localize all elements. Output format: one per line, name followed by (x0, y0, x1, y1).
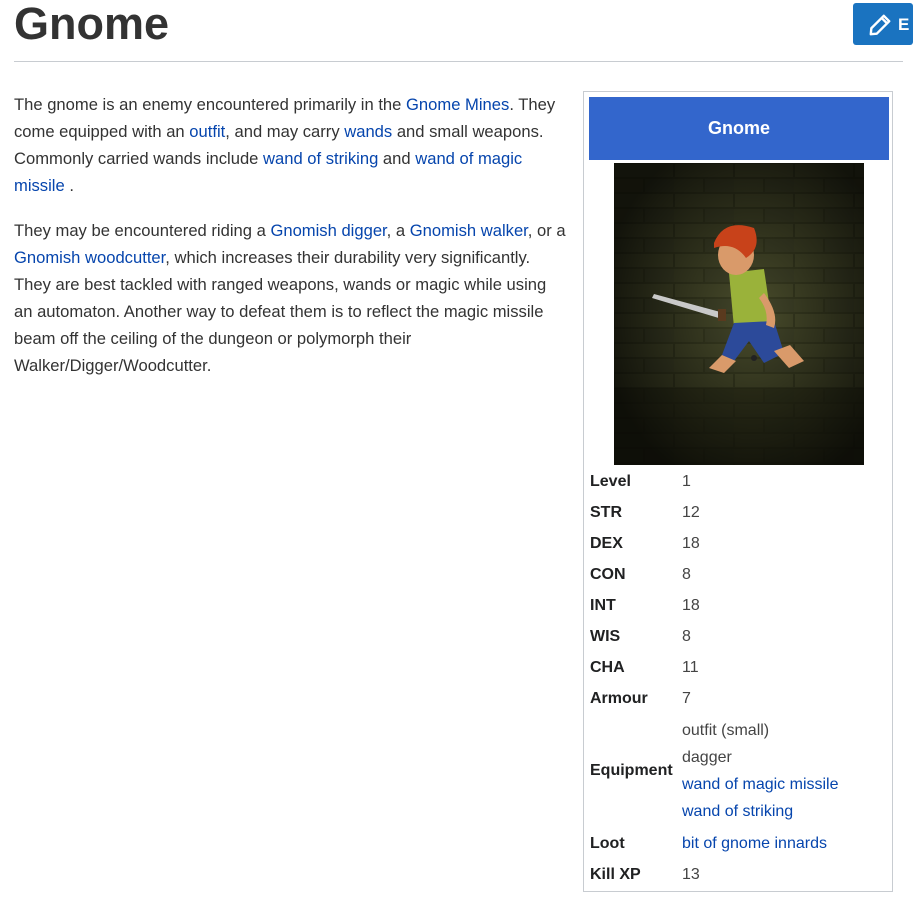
gnome-image (614, 163, 864, 465)
link-gnomish-walker[interactable]: Gnomish walker (409, 221, 528, 240)
stat-row (589, 559, 889, 590)
link-gnome-mines[interactable]: Gnome Mines (406, 95, 510, 114)
stat-value: 18 (682, 535, 700, 552)
stat-row (589, 652, 889, 683)
text: , a (386, 221, 410, 240)
stat-label: WIS (590, 627, 621, 645)
stat-label: CHA (590, 658, 625, 676)
link-gnomish-woodcutter[interactable]: Gnomish woodcutter (14, 248, 166, 267)
intro-paragraph (14, 91, 566, 199)
link-wands[interactable]: wands (344, 122, 393, 141)
equipment-row (589, 714, 889, 828)
link-gnomish-digger[interactable]: Gnomish digger (270, 221, 387, 240)
stat-value: 12 (682, 504, 700, 521)
stat-label: INT (590, 596, 616, 614)
stat-value: 1 (682, 473, 691, 490)
link-bit-of-gnome-innards[interactable]: bit of gnome innards (682, 835, 827, 852)
edit-button-label: E (898, 15, 910, 34)
text: , which increases their durability very significantly. They are best tackled with ranged weapons, wands or magic while using an automaton. Another way to defeat them is to reflect the magic missile beam off the ceiling of the dungeon or polymorph their Walker/Digger/Woodcutter. (14, 248, 547, 375)
equipment-item: outfit (small) (682, 722, 770, 739)
stat-row (589, 497, 889, 528)
stat-value: 11 (682, 659, 699, 676)
text: . (64, 176, 74, 195)
text: and (378, 149, 416, 168)
riding-paragraph (14, 217, 566, 379)
equipment-item: dagger (682, 749, 732, 766)
title-divider (14, 61, 903, 62)
infobox (583, 91, 893, 892)
link-wand-of-magic-missile[interactable]: wand of magic missile (682, 776, 839, 793)
stat-value: 8 (682, 566, 691, 583)
stat-value: 18 (682, 597, 700, 614)
link-wand-of-striking[interactable]: wand of striking (263, 149, 379, 168)
stat-row (589, 621, 889, 652)
edit-button[interactable] (853, 3, 913, 45)
text: and small weapons. Commonly carried wands include (14, 122, 544, 168)
loot-row (589, 828, 889, 859)
killxp-row (589, 859, 889, 890)
text: The gnome is an enemy encountered primarily in the (14, 95, 407, 114)
equipment-list (682, 714, 889, 828)
stat-label: STR (590, 503, 622, 521)
stat-label: Level (590, 472, 631, 490)
text: . They come equipped with an (14, 95, 556, 141)
stat-row (589, 590, 889, 621)
link-outfit[interactable]: outfit (189, 122, 226, 141)
stat-row (589, 683, 889, 714)
text: , or a (527, 221, 566, 240)
stat-label: CON (590, 565, 626, 583)
stat-row (589, 466, 889, 497)
killxp-value: 13 (682, 866, 700, 883)
text: They may be encountered riding a (14, 221, 271, 240)
link-wand-of-magic-missile[interactable]: wand of magic missile (14, 149, 523, 195)
stat-row (589, 528, 889, 559)
stat-label: DEX (590, 534, 623, 552)
loot-label: Loot (590, 834, 625, 852)
stats-table (589, 466, 889, 890)
link-wand-of-striking[interactable]: wand of striking (682, 803, 794, 820)
stat-value: 8 (682, 628, 691, 645)
page-title: Gnome (14, 0, 170, 49)
pencil-icon (867, 12, 893, 38)
stat-label: Armour (590, 689, 648, 707)
text: , and may carry (225, 122, 345, 141)
infobox-title: Gnome (589, 97, 889, 160)
equipment-label: Equipment (590, 762, 673, 779)
killxp-label: Kill XP (590, 865, 641, 883)
article-body (14, 91, 566, 397)
stat-value: 7 (682, 690, 691, 707)
